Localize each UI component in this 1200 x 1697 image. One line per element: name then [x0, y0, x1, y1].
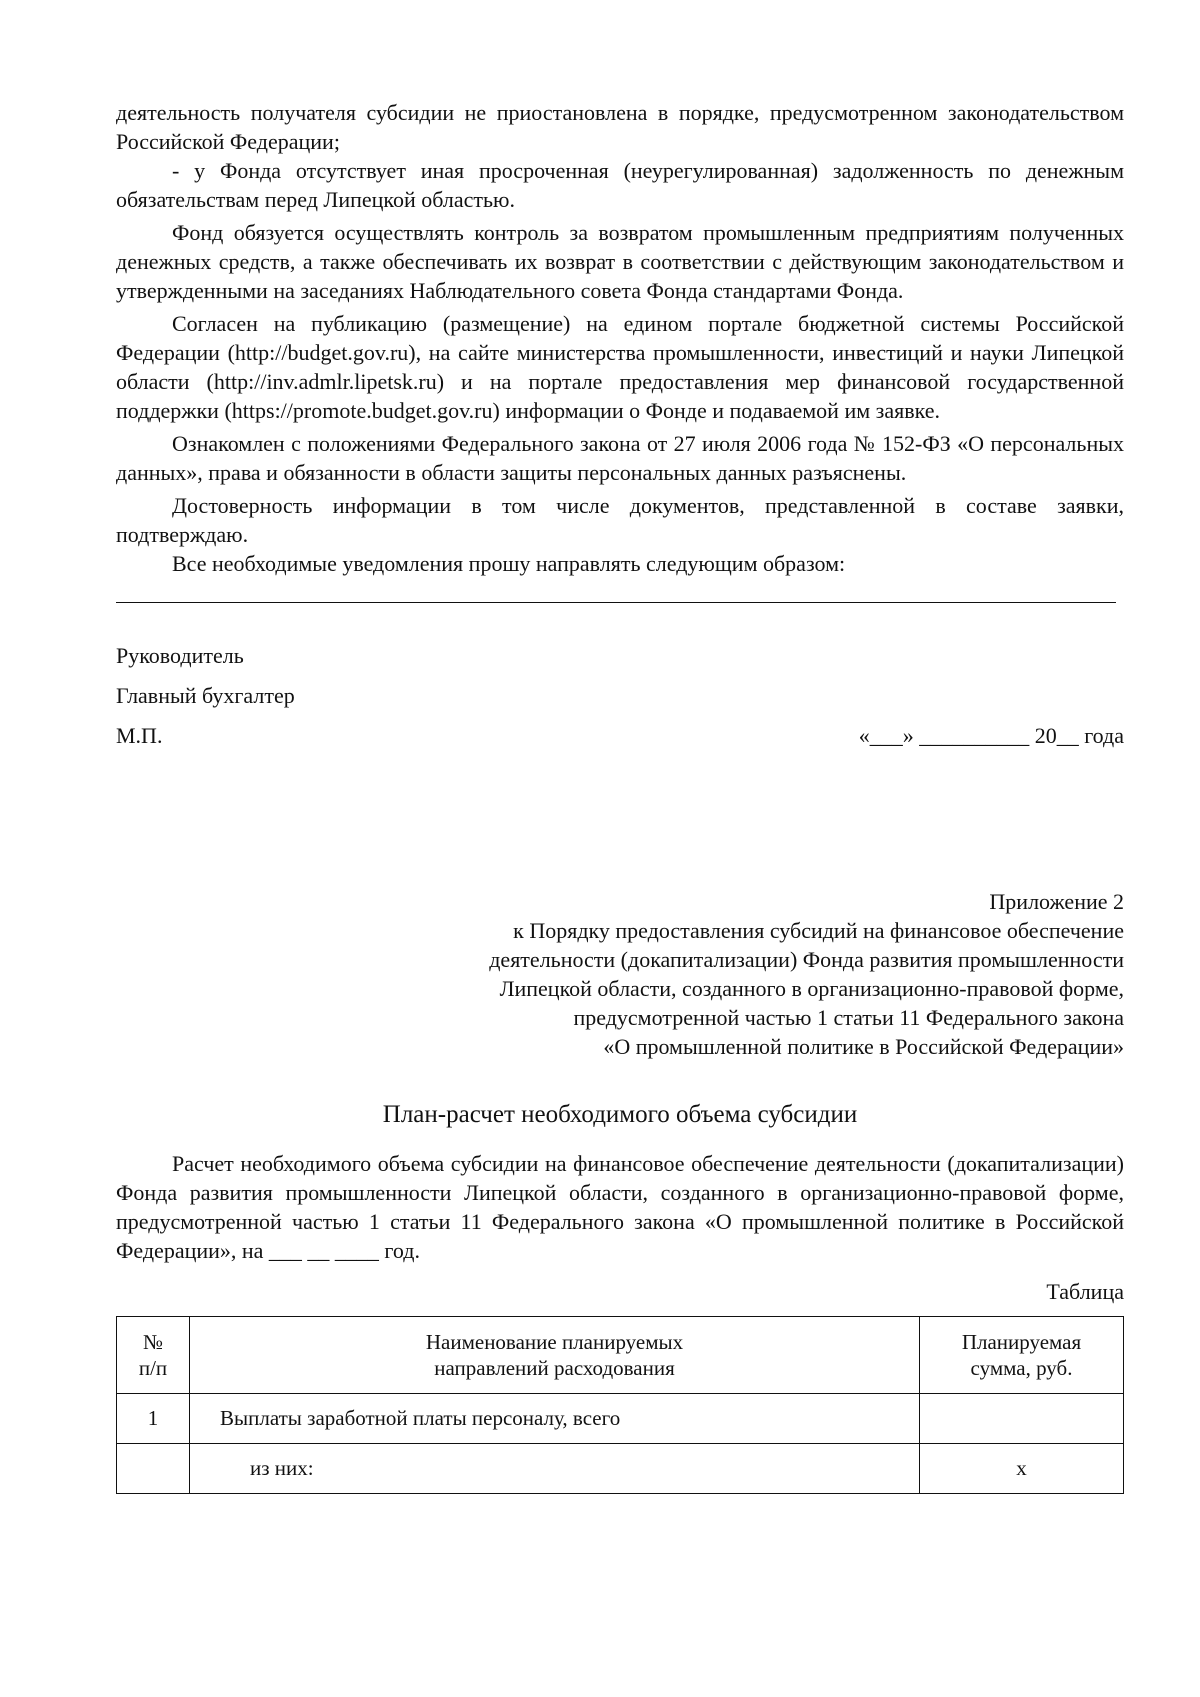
paragraph-4: Согласен на публикацию (размещение) на едином портале бюджетной системы Российской Федерации (http://budget.gov.ru), на сайте министерства промышленности, инвестиций и науки Липецкой области (http://inv.admlr.lipetsk.ru) и на портале предоставления мер финансовой государственной поддержки (https://promote.budget.gov.ru) информации о Фонде и подаваемой им заявке. — [116, 311, 1124, 423]
subsidy-table — [116, 1316, 1124, 1494]
appendix-line-6: «О промышленной политике в Российской Федерации» — [603, 1034, 1124, 1059]
paragraph-6: Достоверность информации в том числе документов, представленной в составе заявки, подтверждаю. — [116, 493, 1124, 547]
header-sum: Планируемая сумма, руб. — [920, 1317, 1124, 1394]
signature-block — [116, 641, 1124, 761]
stamp-date-row — [116, 721, 1124, 761]
table-label: Таблица — [1046, 1279, 1124, 1304]
appendix-header — [116, 887, 1124, 1061]
date-field: «___» __________ 20__ года — [858, 723, 1124, 748]
header-number: № п/п — [117, 1317, 190, 1394]
table-row — [117, 1394, 1124, 1444]
plan-title: План-расчет необходимого объема субсидии — [382, 1101, 858, 1128]
row-sum: х — [920, 1444, 1124, 1494]
document-page — [116, 98, 1124, 1494]
paragraph-7: Все необходимые уведомления прошу направлять следующим образом: — [172, 551, 846, 576]
appendix-line-5: предусмотренной частью 1 статьи 11 Федерального закона — [573, 1005, 1124, 1030]
paragraph-1: деятельность получателя субсидии не приостановлена в порядке, предусмотренном законодательством Российской Федерации; — [116, 100, 1124, 154]
signature-accountant: Главный бухгалтер — [116, 683, 295, 708]
appendix-line-3: деятельности (докапитализации) Фонда развития промышленности — [489, 947, 1124, 972]
paragraph-3: Фонд обязуется осуществлять контроль за возвратом промышленным предприятиям полученных денежных средств, а также обеспечивать их возврат в соответствии с действующим законодательством и утвержденными на заседаниях Наблюдательного совета Фонда стандартами Фонда. — [116, 220, 1124, 303]
header-name: Наименование планируемых направлений расходования — [190, 1317, 920, 1394]
plan-text: Расчет необходимого объема субсидии на финансовое обеспечение деятельности (докапитализации) Фонда развития промышленности Липецкой области, созданного в организационно-правовой форме, предусмотренной частью 1 статьи 11 Федерального закона «О промышленной политике в Российской Федерации», на ___ __ ____ год. — [116, 1151, 1124, 1263]
stamp-label: М.П. — [116, 723, 163, 748]
row-number — [117, 1444, 190, 1494]
table-row — [117, 1444, 1124, 1494]
signature-head: Руководитель — [116, 643, 244, 668]
notification-line — [116, 602, 1116, 603]
row-sum — [920, 1394, 1124, 1444]
paragraph-5: Ознакомлен с положениями Федерального закона от 27 июля 2006 года № 152-ФЗ «О персональных данных», права и обязанности в области защиты персональных данных разъяснены. — [116, 431, 1124, 485]
row-name: из них: — [190, 1444, 920, 1494]
row-number: 1 — [117, 1394, 190, 1444]
appendix-line-4: Липецкой области, созданного в организационно-правовой форме, — [499, 976, 1124, 1001]
paragraph-2: - у Фонда отсутствует иная просроченная (неурегулированная) задолженность по денежным обязательствам перед Липецкой областью. — [116, 158, 1124, 212]
appendix-line-2: к Порядку предоставления субсидий на финансовое обеспечение — [513, 918, 1124, 943]
appendix-line-1: Приложение 2 — [989, 889, 1124, 914]
row-name: Выплаты заработной платы персоналу, всего — [190, 1394, 920, 1444]
table-header-row — [117, 1317, 1124, 1394]
